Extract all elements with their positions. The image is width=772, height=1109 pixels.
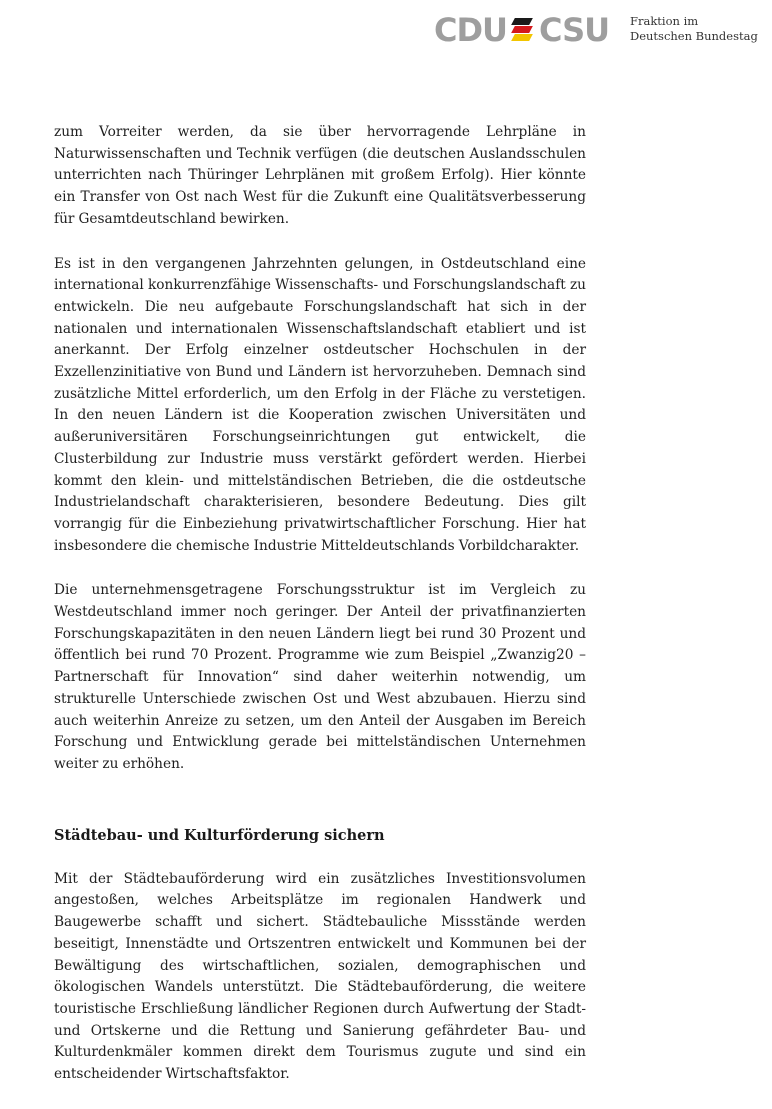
logo-csu-text: CSU	[539, 11, 610, 49]
flag-stripes-icon	[509, 17, 537, 43]
paragraph-1: zum Vorreiter werden, da sie über hervorragende Lehrpläne in Naturwissenschaften und Technik verfügen (die deutschen Auslandsschulen unterrichten nach Thüringer Lehrplänen mit großem Erfolg). Hier könnte ein Transfer von Ost nach West für die Zukunft eine Qualitätsverbesserung für Gesamtdeutschland bewirken.	[54, 124, 586, 227]
section-heading: Städtebau- und Kulturförderung sichern	[54, 826, 385, 844]
paragraph-4: Mit der Städtebauförderung wird ein zusätzliches Investitionsvolumen angestoßen, welches Arbeitsplätze im regionalen Handwerk und Baugewerbe schafft und sichert. Städtebauliche Missstände werden beseitigt, Innenstädte und Ortszentren entwickelt und Kommunen bei der Bewältigung des wirtschaftlichen, sozialen, demographischen und ökologischen Wandels unterstützt. Die Städtebauförderung, die weitere touristische Erschließung ländlicher Regionen durch Aufwertung der Stadt- und Ortskerne und die Rettung und Sanierung gefährdeter Bau- und Kulturdenkmäler kommen direkt dem Tourismus zugute und sind ein entscheidender Wirtschaftsfaktor.	[54, 870, 586, 1083]
document-body	[54, 122, 586, 1109]
page-header	[434, 11, 764, 49]
logo-cdu-text: CDU	[434, 11, 508, 49]
faction-line-2: Deutschen Bundestag	[630, 29, 758, 43]
paragraph-2: Es ist in den vergangenen Jahrzehnten gelungen, in Ostdeutschland eine international konkurrenzfähige Wissenschafts- und Forschungslandschaft zu entwickeln. Die neu aufgebaute Forschungslandschaft hat sich in der nationalen und internationalen Wissenschaftslandschaft etabliert und ist anerkannt. Der Erfolg einzelner ostdeutscher Hochschulen in der Exzellenzinitiative von Bund und Ländern ist hervorzuheben. Demnach sind zusätzliche Mittel erforderlich, um den Erfolg in der Fläche zu verstetigen. In den neuen Ländern ist die Kooperation zwischen Universitäten und außeruniversitären Forschungseinrichtungen gut entwickelt, die Clusterbildung zur Industrie muss verstärkt gefördert werden. Hierbei kommt den klein- und mittelständischen Betrieben, die die ostdeutsche Industrielandschaft charakterisieren, besondere Bedeutung. Dies gilt vorrangig für die Einbeziehung privatwirtschaftlicher Forschung. Hier hat insbesondere die chemische Industrie Mitteldeutschlands Vorbildcharakter.	[54, 255, 586, 554]
cdu-csu-logo	[434, 11, 610, 49]
paragraph-3: Die unternehmensgetragene Forschungsstruktur ist im Vergleich zu Westdeutschland immer noch geringer. Der Anteil der privatfinanzierten Forschungskapazitäten in den neuen Ländern liegt bei rund 30 Prozent und öffentlich bei rund 70 Prozent. Programme wie zum Beispiel „Zwanzig20 – Partnerschaft für Innovation“ sind daher weiterhin notwendig, um strukturelle Unterschiede zwischen Ost und West abzubauen. Hierzu sind auch weiterhin Anreize zu setzen, um den Anteil der Ausgaben im Bereich Forschung und Entwicklung gerade bei mittelständischen Unternehmen weiter zu erhöhen.	[54, 582, 586, 772]
faction-line-1: Fraktion im	[630, 14, 699, 28]
faction-label	[630, 14, 758, 44]
